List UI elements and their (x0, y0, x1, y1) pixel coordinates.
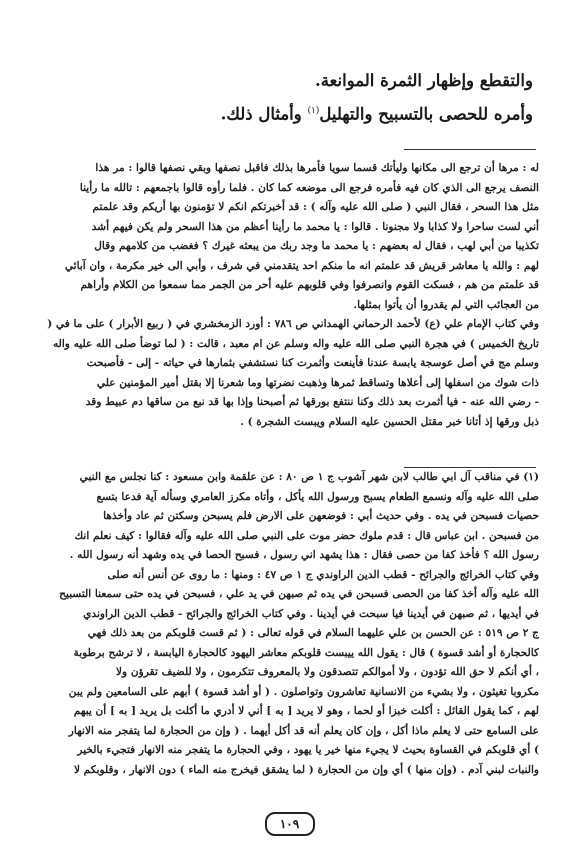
footnote-line: وفي كتاب الخرائج والجرائح - قطب الدين الراوندي ج ١ ص ٤٧ : ومنها : ما روى عن أنس أنه صلى (107, 568, 539, 581)
main-line (40, 96, 533, 130)
footnote-line: ذبل ورقها إذ أتانا خبر مقتل الحسين عليه السلام ويبست الشجرة ) . (240, 415, 539, 428)
footnote-line: النصف يرجع الى الذي كان فيه فأمره فرجع الى موضعه كما كان . فلما رأوه قالوا باجمعهم : تالله ما رأينا (79, 181, 539, 194)
footnote-line: على السامع حتى لا يعلم ماذا أكل ، وإن كان يعلم أنه قد أكل أيهما . ( وإن من الحجارة لما يتفجر منه الانهار (68, 724, 539, 737)
footnote-line: لهم ، كما يقول القائل : أكلت خبزا أو لحما ، وهو لا يريد [ به ] أني لا أدري ما أكلت بل يريد [ به ] أن يبهم (73, 705, 539, 717)
footnote-line: - رضي الله عنه - فيا أثمرت بعد ذلك وكنا ننتفع بورقها ثم أصبحنا وإذا بها قد نبع من ساقها دم عبيط وقد (85, 396, 539, 408)
footnote-line: حصيات فسبحن في يده . وفي حديث أبي : فوضعهن على الارض فلم يسبحن وسكتن ثم عاد وأخذها (103, 510, 539, 522)
page-number: ١٠٩ (265, 812, 315, 836)
footnote-line: (١) في مناقب آل ابي طالب لابن شهر آشوب ج ١ ص ٨٠ : عن علقمة وابن مسعود : كنا نجلس مع النبي (79, 471, 539, 483)
footnote-line: ذات شوك من اسفلها إلى أعلاها وتساقط ثمرها وذهبت نضرتها وما شعرنا إلا بقتل أمير المؤمنين علي (96, 376, 539, 389)
footnote-line: قد علمتم من هم ، فسكت القوم وانصرفوا وفي قلوبهم عليه أحر من الجمر مما سمعوا من الكلام وأراهم (80, 279, 539, 291)
footnote-line: من فسبحن . ابن عباس قال : قدم ملوك حضر موت على النبي صلى الله عليه وآله فقالوا : كيف نعلم انك (74, 529, 539, 542)
footnote-line: مثل هذا السحر ، فقال النبي ( صلى الله عليه وآله ) : قد أخبرتكم انكم لا تؤمنون بها أريكم وقد علمتم (92, 201, 539, 213)
footnote-line: وسلم مج في أصل عوسجة يابسة عندنا فأينعت وأثمرت كنا نستشفي بثمارها في حياته - إلى - فأصبحت (86, 357, 539, 369)
footnote-line: كالحجارة أو أشد قسوة ) قال : يقول الله ييبست قلوبكم معاشر اليهود كالحجارة اليابسة ، لا ترشح برطوبة (73, 646, 539, 659)
footnote-line: رسول الله ؟ فأخذ كفا من حصى فقال : هذا يشهد اني رسول ، فسبح الحصا في يده وشهد أنه رسول الله . (69, 549, 539, 561)
footnote-separator-top (404, 149, 536, 150)
footnote-reference: (١) (307, 106, 320, 116)
footnote-line: في أيديها ، ثم صبهن في أيدينا فيا سبحت في أيدينا . وفي كتاب الخرائج والجرائح - قطب الدين الراوندي (83, 607, 539, 620)
footnote-line: مكروبا تغيثون ، ولا بشيء من الانسانية تعاشرون وتواصلون . ( أو أشد قسوة ) أبهم على السامعين ولم يبن (68, 685, 539, 698)
footnote-1 (38, 468, 539, 780)
footnote-line: له : مرها أن ترجع الى مكانها وليأتك قسما سويا فأمرها بذلك فاقبل نصفها وبقي نصفها قالوا : مر هذا (95, 162, 539, 174)
footnote-line: وفي كتاب الإمام علي (ع) لأحمد الرحماني الهمداني ص ٧٨٦ : أورد الزمخشري في ( ربيع الأبرار ) على ما في ( (47, 318, 539, 330)
footnote-line: أني لست ساحرا ولا كذابا ولا مجنونا . قالوا : يا محمد ما رأينا أعظم من هذا السحر ولم يكن فيهم أشد (91, 220, 539, 233)
footnote-line: تاريخ الخميس ) في هجرة النبي صلى الله عليه واله وسلم عن ام معبد ، قالت : ( لما توضأ صلى الله عليه واله (52, 337, 539, 350)
footnote-line: تكذيبا من أبي لهب ، فقال له بعضهم : يا محمد ما وجد ربك من يبعثه غيرك ؟ فغضب من كلامهم وقال (94, 240, 539, 252)
main-line-2-part-2: وأمثال ذلك. (220, 104, 308, 124)
footnote-line: ، أي أنكم لا حق الله تؤدون ، ولا أموالكم تتصدقون ولا بالمعروف تتكرمون ، ولا للضيف تقرؤن ولا (116, 666, 539, 678)
footnote-line: صلى الله عليه وآله ونسمع الطعام يسبح ورسول الله يأكل ، وأتاه مكرز العامري وسأله آية فدعا بتسع (96, 490, 539, 503)
main-line-1: والتقطع وإظهار الثمرة الموانعة. (314, 71, 533, 90)
footnote-line: ) أي قلوبكم في القساوة بحيث لا يجيء منها خير يا يهود ، وفي الحجارة ما يتفجر منه الانهار فتجيء بالخير (77, 744, 539, 756)
footnote-line: من العجائب التي لم يقدروا أن يأتوا بمثلها. (353, 298, 539, 311)
main-line-2-part-1: وأمره للحصى بالتسبيح والتهليل (319, 104, 533, 124)
main-text (40, 66, 533, 130)
footnote-line: الله عليه وآله أخذ كفا من الحصى فسبحن في يده ثم صبهن في يد علي ، فسبحن في يده حتى سمعنا التسبيح (59, 588, 539, 600)
footnote-line: لهم : والله يا معاشر قريش قد علمتم انه ما منكم احد يتقدمني في شرف ، وأبي الى خير مكرمة ، وان آبائي (64, 259, 539, 272)
footnote-line: والنبات لبني آدم . (وإن منها ) أي وإن من الحجارة ( لما يشقق فيخرج منه الماء ) دون الانهار ، وقلوبكم لا (73, 763, 539, 776)
footnote-continuation (38, 159, 539, 432)
main-line (40, 66, 533, 96)
footnote-line: ج ٢ ص ٥١٩ : عن الحسن بن علي عليهما السلام في قوله تعالى : ( ثم قست قلوبكم من بعد ذلك فهي (87, 627, 539, 639)
